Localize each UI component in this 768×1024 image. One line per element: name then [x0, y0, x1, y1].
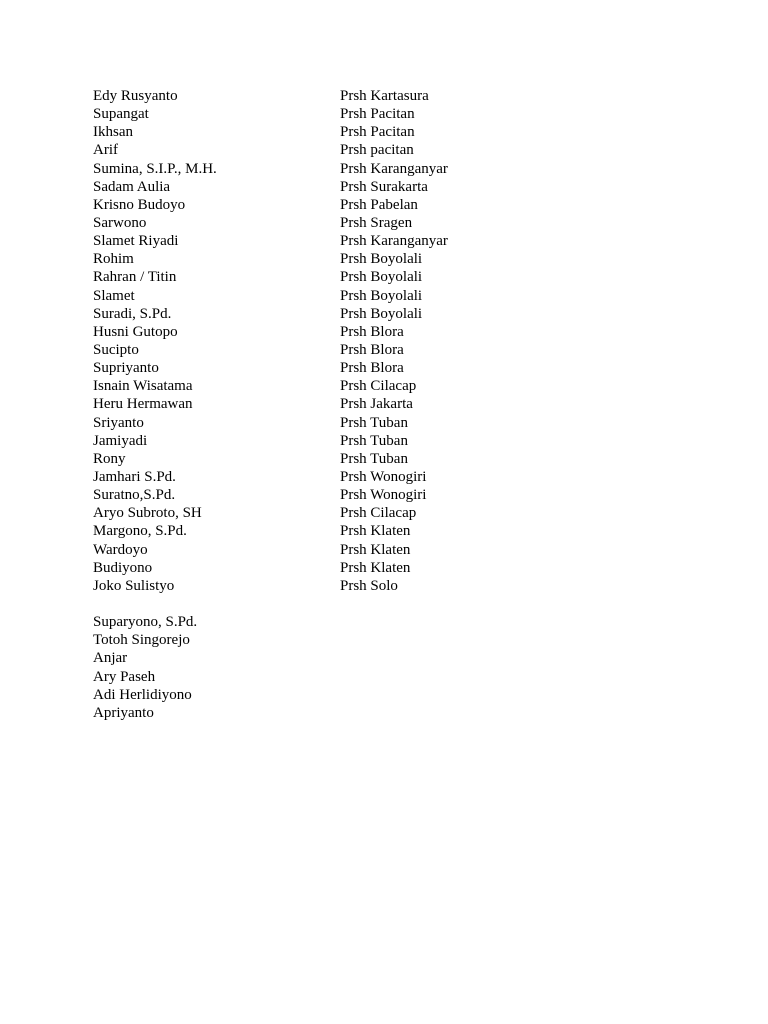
list-row [0, 649, 768, 667]
list-row [0, 268, 768, 286]
location-label: Prsh Kartasura [340, 88, 429, 104]
location-label: Prsh Solo [340, 577, 398, 594]
list-row [0, 686, 768, 704]
person-name: Slamet [93, 287, 135, 304]
person-name: Suratno,S.Pd. [93, 487, 176, 504]
location-label: Prsh Boyolali [340, 251, 423, 268]
person-name: Margono, S.Pd. [93, 523, 187, 540]
location-label: Prsh Blora [340, 360, 404, 377]
list-row [0, 160, 768, 178]
list-row [0, 668, 768, 686]
person-name: Heru Hermawan [93, 396, 193, 413]
location-label: Prsh Wonogiri [340, 468, 427, 485]
list-row [0, 232, 768, 250]
list-row [0, 196, 768, 214]
list-row [0, 468, 768, 486]
person-name: Isnain Wisatama [93, 378, 193, 395]
person-name: Sriyanto [93, 414, 144, 431]
person-name: Supangat [93, 106, 149, 123]
location-label: Prsh Cilacap [340, 505, 417, 522]
list-row [0, 541, 768, 559]
person-name: Supriyanto [93, 360, 159, 377]
list-row [0, 359, 768, 377]
person-name: Joko Sulistyo [93, 577, 175, 594]
person-name: Anjar [93, 650, 128, 667]
person-name: Ikhsan [93, 124, 133, 141]
location-label: Prsh Blora [340, 341, 404, 358]
person-name: Rahran / Titin [93, 269, 177, 286]
list-row [0, 414, 768, 432]
list-row [0, 450, 768, 468]
list-row [0, 87, 768, 105]
person-name: Slamet Riyadi [93, 233, 179, 250]
person-name: Suradi, S.Pd. [93, 305, 172, 322]
person-name: Husni Gutopo [93, 323, 178, 340]
location-label: Prsh pacitan [340, 142, 414, 159]
list-row [0, 595, 768, 613]
person-name: Jamiyadi [93, 432, 148, 449]
person-name: Suparyono, S.Pd. [93, 614, 198, 631]
location-label: Prsh Karanganyar [340, 160, 448, 177]
person-name: Sucipto [93, 341, 139, 358]
person-name: Totoh Singorejo [93, 632, 190, 649]
list-row [0, 395, 768, 413]
person-name: Budiyono [93, 559, 153, 576]
location-label: Prsh Pacitan [340, 106, 415, 123]
list-row [0, 631, 768, 649]
list-row [0, 123, 768, 141]
list-row [0, 341, 768, 359]
person-name: Sadam Aulia [93, 178, 171, 195]
person-name: Rony [93, 450, 126, 467]
location-label: Prsh Boyolali [340, 287, 423, 304]
person-name: Jamhari S.Pd. [93, 468, 176, 485]
person-name: Aryo Subroto, SH [93, 505, 202, 522]
person-name: Wardoyo [93, 541, 148, 558]
location-label: Prsh Jakarta [340, 396, 413, 413]
list-row [0, 613, 768, 631]
person-name: Sarwono [93, 214, 147, 231]
person-name: Ary Paseh [93, 668, 156, 685]
location-label: Prsh Karanganyar [340, 233, 448, 250]
list-row [0, 504, 768, 522]
location-label: Prsh Surakarta [340, 178, 428, 195]
list-row [0, 377, 768, 395]
location-label: Prsh Tuban [340, 432, 408, 449]
list-row [0, 577, 768, 595]
location-label: Prsh Boyolali [340, 269, 423, 286]
location-label: Prsh Boyolali [340, 305, 423, 322]
location-label: Prsh Klaten [340, 559, 411, 576]
list-row [0, 305, 768, 323]
list-row [0, 323, 768, 341]
location-label: Prsh Tuban [340, 414, 408, 431]
list-row [0, 178, 768, 196]
location-label: Prsh Pabelan [340, 196, 418, 213]
person-name: Edy Rusyanto [93, 88, 178, 104]
person-name: Adi Herlidiyono [93, 686, 192, 703]
person-name: Arif [93, 142, 118, 159]
list-row [0, 559, 768, 577]
location-label: Prsh Tuban [340, 450, 408, 467]
person-name: Krisno Budoyo [93, 196, 186, 213]
name-location-list [0, 87, 768, 722]
location-label: Prsh Blora [340, 323, 404, 340]
list-row [0, 287, 768, 305]
location-label: Prsh Pacitan [340, 124, 415, 141]
location-label: Prsh Klaten [340, 541, 411, 558]
person-name: Sumina, S.I.P., M.H. [93, 160, 217, 177]
list-row [0, 522, 768, 540]
list-row [0, 704, 768, 722]
list-row [0, 432, 768, 450]
list-row [0, 250, 768, 268]
person-name: Apriyanto [93, 704, 154, 721]
location-label: Prsh Sragen [340, 214, 413, 231]
list-row [0, 214, 768, 232]
list-row [0, 141, 768, 159]
list-row [0, 105, 768, 123]
location-label: Prsh Cilacap [340, 378, 417, 395]
location-label: Prsh Klaten [340, 523, 411, 540]
list-row [0, 486, 768, 504]
person-name: Rohim [93, 251, 134, 268]
location-label: Prsh Wonogiri [340, 487, 427, 504]
